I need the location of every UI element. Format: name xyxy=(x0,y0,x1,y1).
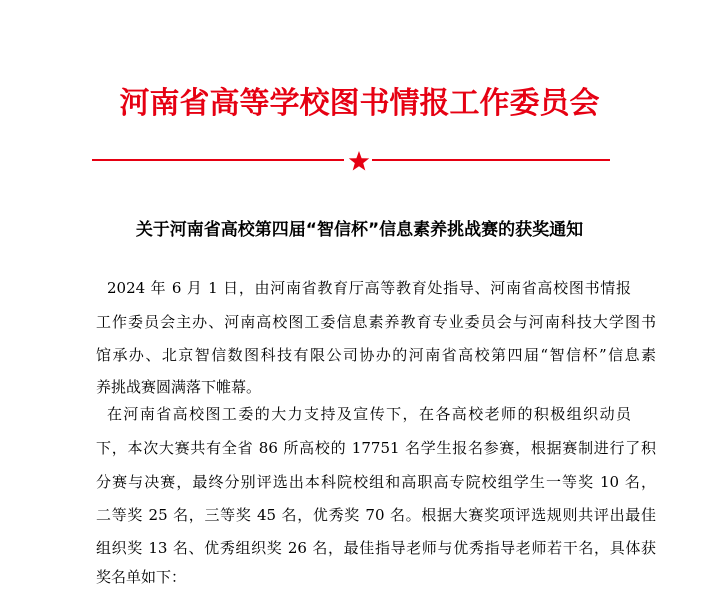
paragraph-2-line-4: 二等奖 25 名，三等奖 45 名，优秀奖 70 名。根据大赛奖项评选规则共评出最佳 xyxy=(96,506,656,524)
red-divider-right xyxy=(372,159,610,161)
paragraph-2-line-3: 分赛与决赛，最终分别评选出本科院校组和高职高专院校组学生一等奖 10 名， xyxy=(96,473,656,491)
paragraph-2-line-5: 组织奖 13 名、优秀组织奖 26 名，最佳指导老师与优秀指导老师若干名，具体获 xyxy=(96,539,656,557)
org-title: 河南省高等学校图书情报工作委员会 xyxy=(119,86,600,121)
red-star-icon xyxy=(348,150,370,172)
paragraph-1-line-2: 工作委员会主办、河南高校图工委信息素养教育专业委员会与河南科技大学图书 xyxy=(96,313,656,331)
paragraph-1-line-1: 2024 年 6 月 1 日，由河南省教育厅高等教育处指导、河南省高校图书情报 xyxy=(107,279,631,297)
paragraph-2-line-2: 下，本次大赛共有全省 86 所高校的 17751 名学生报名参赛，根据赛制进行了积 xyxy=(96,439,656,457)
paragraph-2-line-6: 奖名单如下： xyxy=(96,568,187,586)
paragraph-2-line-1: 在河南省高校图工委的大力支持及宣传下，在各高校老师的积极组织动员 xyxy=(107,405,631,423)
notice-title: 关于河南省高校第四届“智信杯”信息素养挑战赛的获奖通知 xyxy=(135,220,584,240)
red-divider-left xyxy=(92,159,344,161)
paragraph-1-line-3: 馆承办、北京智信数图科技有限公司协办的河南省高校第四届“智信杯”信息素 xyxy=(96,346,656,364)
paragraph-1-line-4: 养挑战赛圆满落下帷幕。 xyxy=(96,378,262,396)
